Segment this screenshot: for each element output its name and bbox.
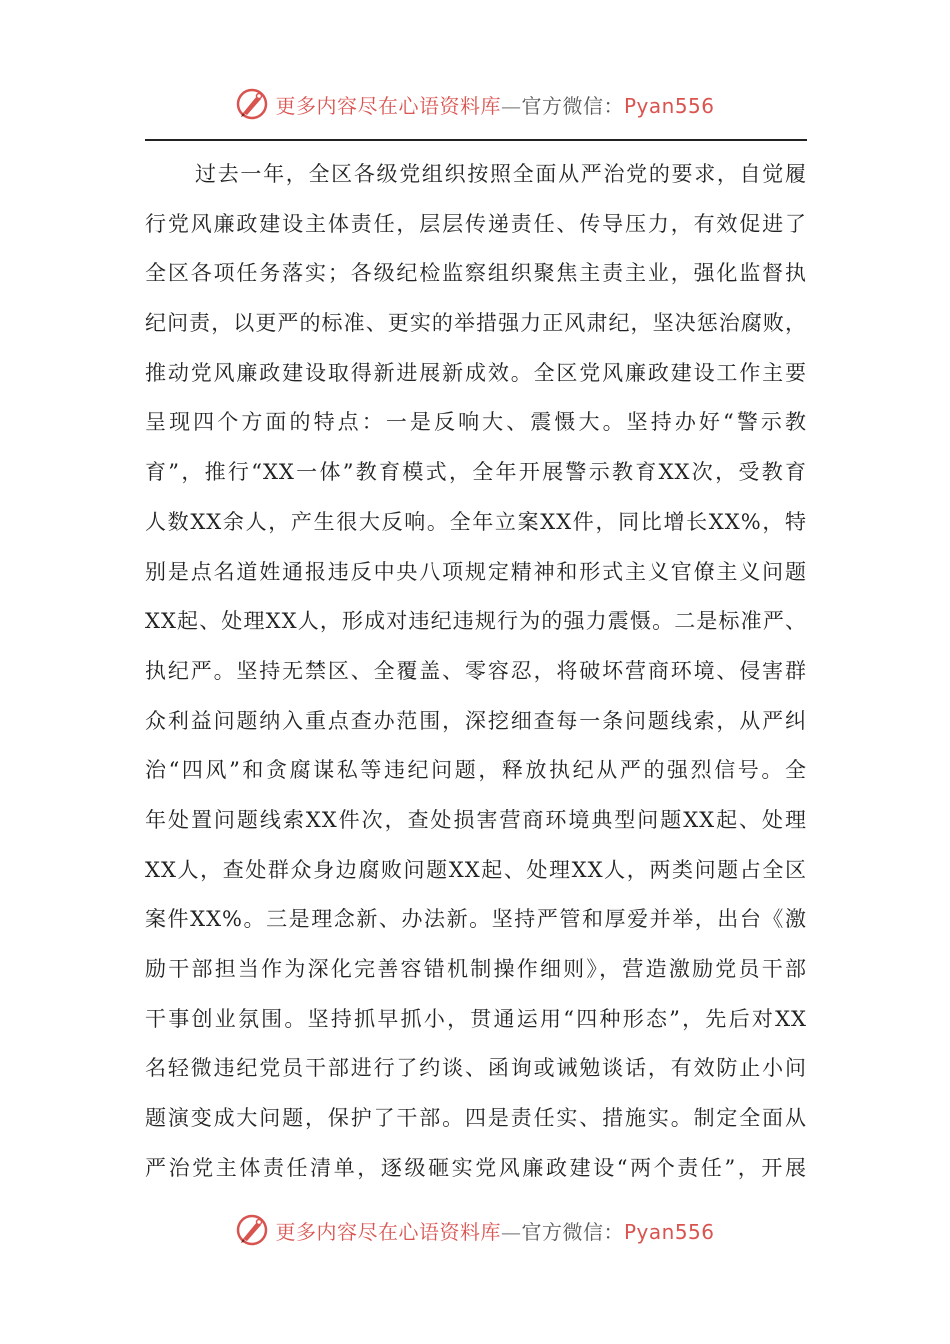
text-line: 推动党风廉政建设取得新进展新成效。全区党风廉政建设工作主要 [145,360,807,385]
text-line: 执纪严。坚持无禁区、全覆盖、零容忍，将破坏营商环境、侵害群 [145,658,807,683]
text-line: 励干部担当作为深化完善容错机制操作细则》，营造激励党员干部 [145,957,807,981]
header-banner [0,84,950,124]
pen-logo-icon [235,87,269,121]
footer-banner [0,1210,950,1250]
text-line: XX人，查处群众身边腐败问题XX起、处理XX人，两类问题占全区 [145,857,807,882]
text-line: 别是点名道姓通报违反中央八项规定精神和形式主义官僚主义问题 [145,559,807,584]
text-line: 严治党主体责任清单，逐级砸实党风廉政建设“两个责任”，开展 [145,1155,807,1180]
text-line: 呈现四个方面的特点：一是反响大、震慑大。坚持办好“警示教 [145,410,807,435]
text-line: 全区各项任务落实；各级纪检监察组织聚焦主责主业，强化监督执 [145,261,807,286]
text-line: 治“四风”和贪腐谋私等违纪问题，释放执纪从严的强烈信号。全 [145,758,807,783]
text-line: 案件XX%。三是理念新、办法新。坚持严管和厚爱并举，出台《激 [145,907,807,932]
text-line: 行党风廉政建设主体责任，层层传递责任、传导压力，有效促进了 [145,211,807,236]
text-line: 干事创业氛围。坚持抓早抓小，贯通运用“四种形态”，先后对XX [145,1006,807,1031]
text-line: 过去一年，全区各级党组织按照全面从严治党的要求，自觉履 [195,162,807,186]
text-line: 人数XX余人，产生很大反响。全年立案XX件，同比增长XX%，特 [145,509,807,534]
text-line: 题演变成大问题，保护了干部。四是责任实、措施实。制定全面从 [145,1106,807,1131]
text-line: 育”，推行“XX一体”教育模式，全年开展警示教育XX次，受教育 [145,460,807,485]
header-divider [145,139,807,141]
pen-logo-icon [235,1213,269,1247]
body-paragraph [145,150,807,1193]
text-line: 名轻微违纪党员干部进行了约谈、函询或诫勉谈话，有效防止小问 [145,1056,807,1081]
text-line: 年处置问题线索XX件次，查处损害营商环境典型问题XX起、处理 [145,807,807,832]
text-line: 纪问责，以更严的标准、更实的举措强力正风肃纪，坚决惩治腐败， [145,311,807,336]
header-banner-text: 更多内容尽在心语资料库—官方微信：Pyan556 [275,93,715,118]
footer-banner-text: 更多内容尽在心语资料库—官方微信：Pyan556 [275,1219,715,1244]
text-line: 众利益问题纳入重点查办范围，深挖细查每一条问题线索，从严纠 [145,708,807,733]
text-line: XX起、处理XX人，形成对违纪违规行为的强力震慑。二是标准严、 [145,609,807,634]
